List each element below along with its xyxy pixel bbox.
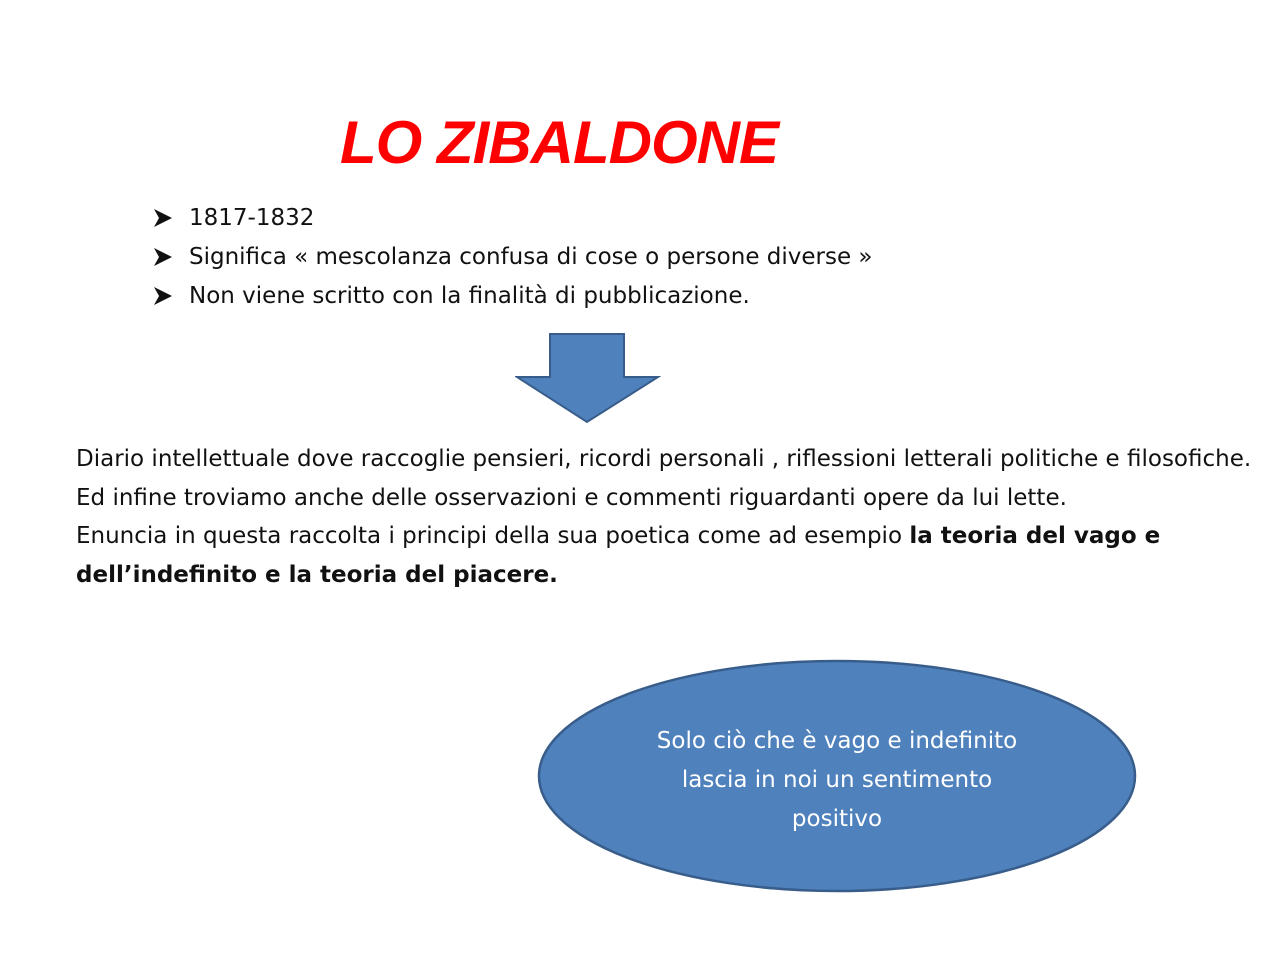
highlighted-theories: la teoria del vago e dell’indefinito e la teoria del piacere. [76,523,1161,588]
description-line: Ed infine troviamo anche delle osservazioni e commenti riguardanti opere da lui lette. [76,484,1067,511]
bullet-item [152,198,873,237]
bullet-text: 1817-1832 [189,204,315,231]
description-line [76,517,1256,594]
bullet-item [152,276,873,315]
callout-text: Solo ciò che è vago e indefinito lascia in noi un sentimento positivo [656,728,1018,832]
description-line: Diario intellettuale dove raccoglie pensieri, ricordi personali , riflessioni letterali politiche e filosofiche. [76,446,1252,472]
arrowhead-bullet-icon [152,285,189,307]
slide-title: LO ZIBALDONE [340,109,778,176]
bullet-item [152,237,873,276]
description-paragraph [76,440,1256,594]
description-text: Enuncia in questa raccolta i principi della sua poetica come ad esempio [76,523,910,549]
arrowhead-bullet-icon [152,207,189,229]
arrowhead-bullet-icon [152,246,189,268]
down-arrow-icon [515,332,661,424]
bullet-text: Significa « mescolanza confusa di cose o persone diverse » [189,243,873,270]
bullet-list [152,198,873,315]
bullet-text: Non viene scritto con la finalità di pubblicazione. [189,282,750,309]
